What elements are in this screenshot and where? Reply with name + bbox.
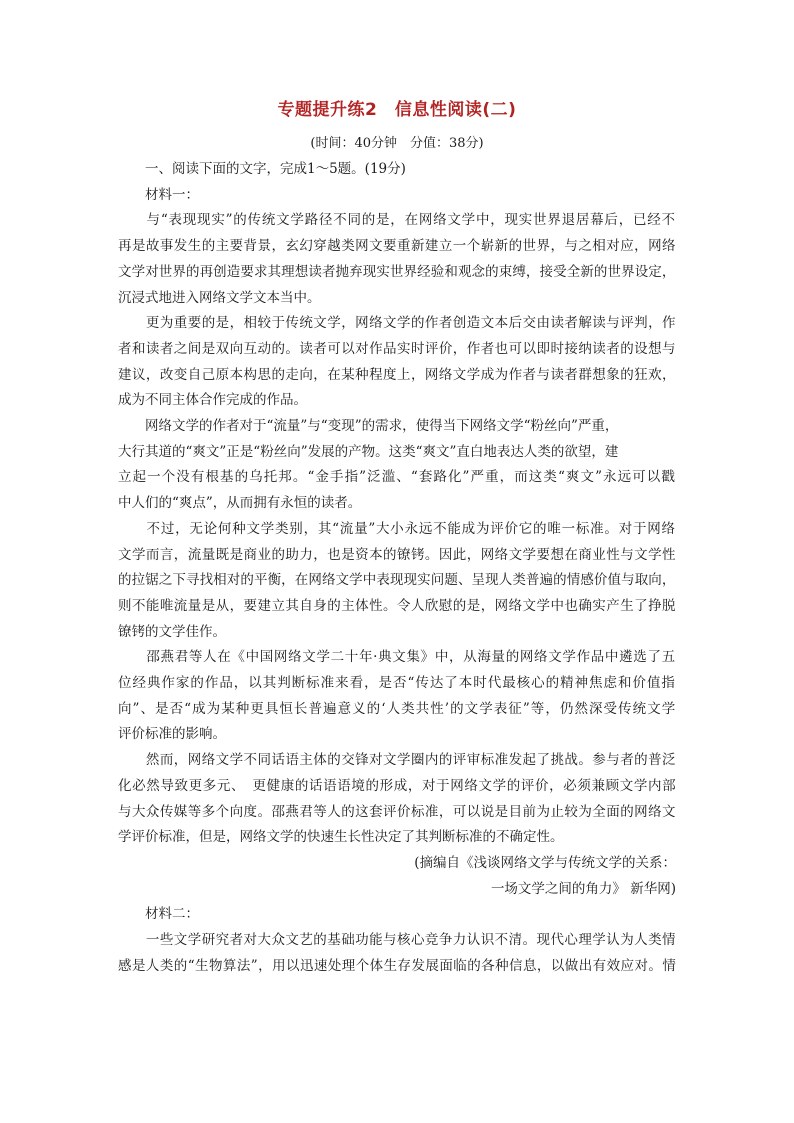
text-line: 邵燕君等人在《中国网络文学二十年·典文集》中，从海量的网络文学作品中遴选了五: [118, 649, 676, 666]
text-line: 镣铐的文学佳作。: [118, 623, 226, 640]
text-line: 再是故事发生的主要背景，玄幻穿越类网文要重新建立一个崭新的世界，与之相对应，网络: [118, 238, 676, 255]
text-line: 与“表现现实”的传统文学路径不同的是，在网络文学中，现实世界退居幕后，已经不: [118, 212, 676, 229]
text-line: 一场文学之间的角力》 新华网): [490, 880, 676, 897]
text-line: 评价标准的影响。: [118, 726, 226, 743]
text-line: (摘编自《浅谈网络文学与传统文学的关系：: [414, 854, 676, 871]
document-subtitle: (时间：40分钟 分值：38分): [310, 136, 484, 151]
text-line: 位经典作家的作品，以其判断标准来看，是否“传达了本时代最核心的精神焦虑和价值指: [118, 675, 676, 691]
text-line: 建议，改变自己原本构思的走向，在某种程度上，网络文学成为作者与读者群想象的狂欢，: [118, 366, 676, 383]
text-line: 与大众传媒等多个向度。邵燕君等人的这套评价标准，可以说是目前为止较为全面的网络文: [118, 803, 676, 820]
text-line: 文学而言，流量既是商业的助力，也是资本的镣铐。因此，网络文学要想在商业性与文学性: [118, 546, 676, 563]
text-line: 则不能唯流量是从，要建立其自身的主体性。令人欣慰的是，网络文学中也确实产生了挣脱: [118, 597, 676, 614]
text-line: 材料一：: [118, 186, 199, 203]
text-line: 立起一个没有根基的乌托邦。“金手指”泛滥、“套路化”严重，而这类“爽文”永远可以戳: [118, 469, 676, 486]
text-line: 文学对世界的再创造要求其理想读者抛弃现实世界经验和观念的束缚，接受全新的世界设定，: [118, 263, 676, 280]
text-line: 向”、是否“成为某种更具恒长普遍意义的‘人类共性’的文学表征”等，仍然深受传统文学: [118, 700, 677, 717]
text-line: 然而，网络文学不同话语主体的交锋对文学圈内的评审标准发起了挑战。参与者的普泛: [118, 752, 676, 769]
text-line: 大行其道的“爽文”正是“粉丝向”发展的产物。这类“爽文”直白地表达人类的欲望，建: [118, 443, 619, 460]
document-title: 专题提升练2 信息性阅读(二): [277, 100, 517, 120]
text-line: 成为不同主体合作完成的作品。: [118, 392, 307, 409]
text-line: 网络文学的作者对于“流量”与“变现”的需求，使得当下网络文学“粉丝向”严重，: [118, 418, 619, 434]
text-line: 不过，无论何种文学类别，其“流量”大小永远不能成为评价它的唯一标准。对于网络: [118, 520, 676, 537]
text-line: 学评价标准，但是，网络文学的快速生长性决定了其判断标准的不确定性。: [118, 829, 564, 846]
text-line: 更为重要的是，相较于传统文学，网络文学的作者创造文本后交由读者解读与评判，作: [118, 315, 676, 332]
text-line: 材料二：: [118, 906, 199, 923]
text-line: 中人们的“爽点”，从而拥有永恒的读者。: [118, 495, 362, 512]
text-line: 的拉锯之下寻找相对的平衡，在网络文学中表现现实问题、呈现人类普遍的情感价值与取向，: [118, 572, 676, 589]
text-line: 一、阅读下面的文字，完成1～5题。(19分): [118, 161, 406, 177]
text-line: 沉浸式地进入网络文学文本当中。: [118, 289, 321, 306]
text-line: 感是人类的“生物算法”，用以迅速处理个体生存发展面临的各种信息，以做出有效应对。情: [118, 957, 677, 974]
text-line: 化必然导致更多元、 更健康的话语语境的形成，对于网络文学的评价，必须兼顾文学内部: [118, 777, 677, 794]
text-line: 者和读者之间是双向互动的。读者可以对作品实时评价，作者也可以即时接纳读者的设想与: [118, 340, 676, 357]
text-line: 一些文学研究者对大众文艺的基础功能与核心竞争力认识不清。现代心理学认为人类情: [118, 932, 676, 948]
